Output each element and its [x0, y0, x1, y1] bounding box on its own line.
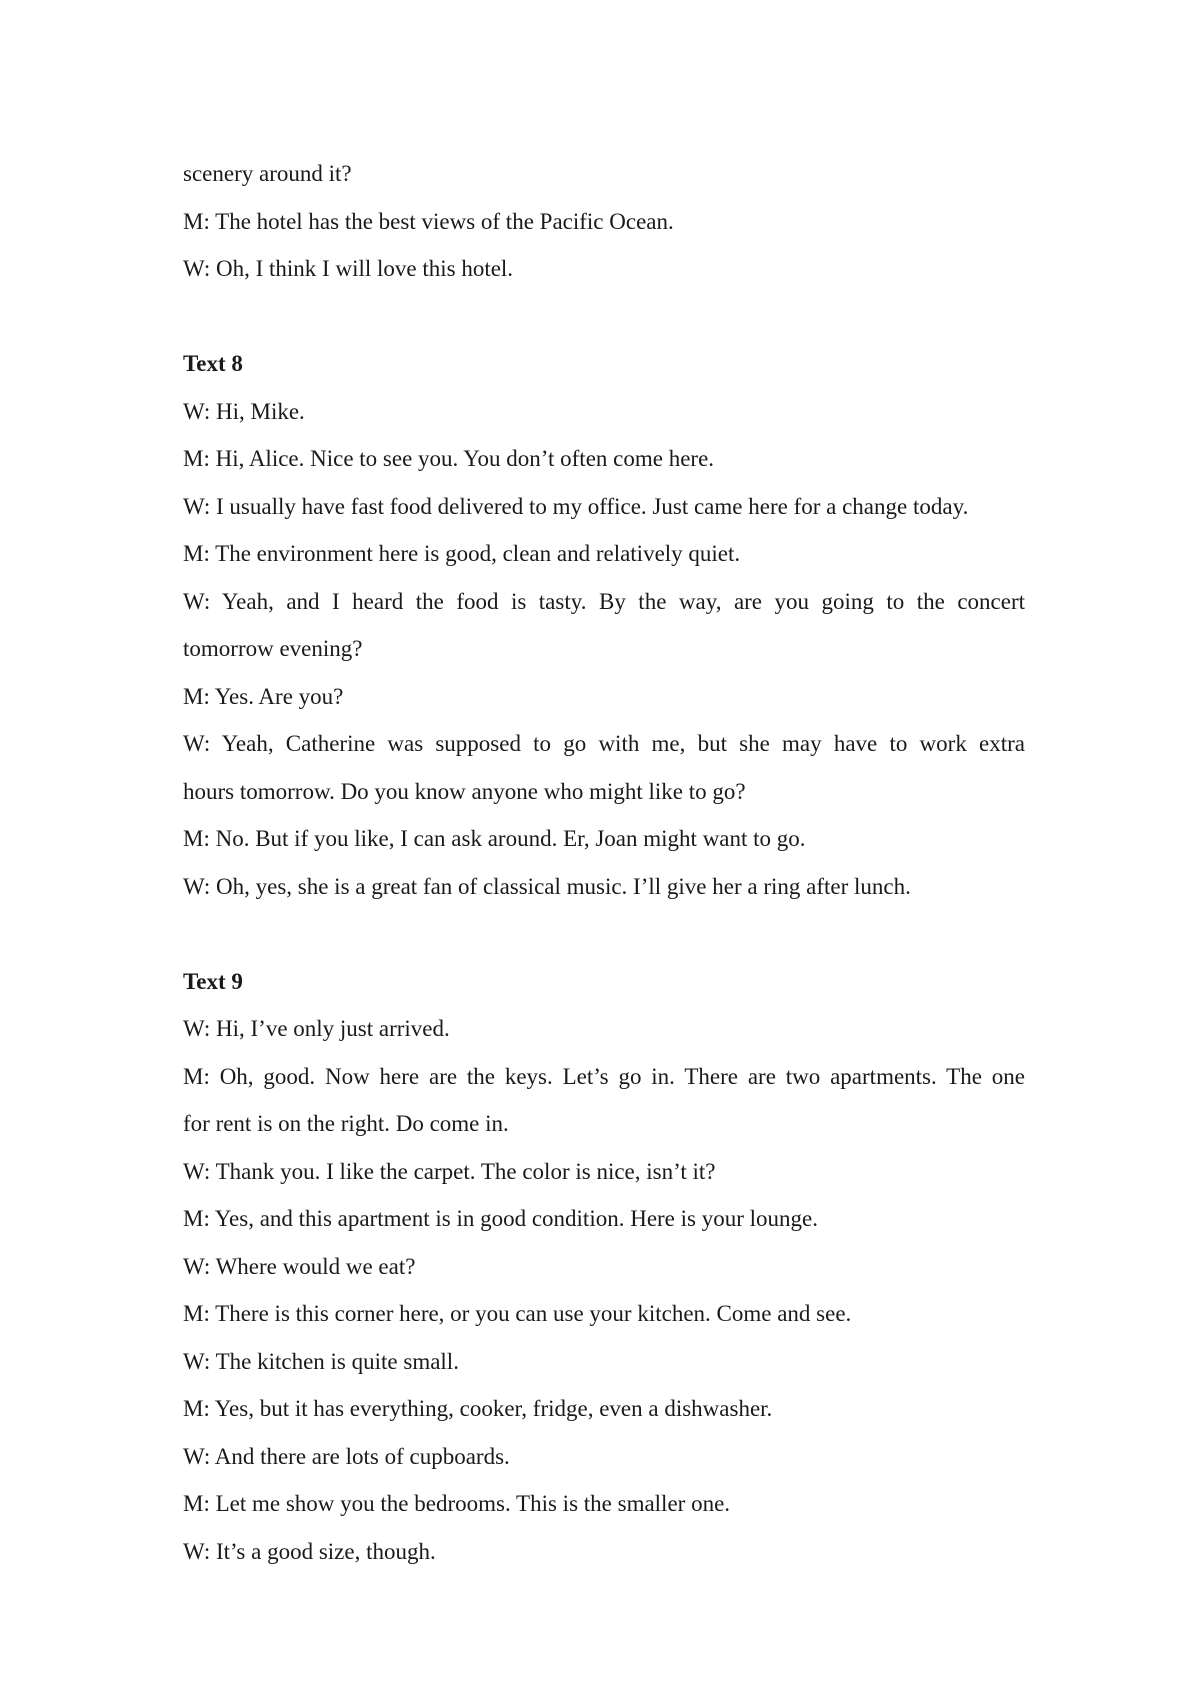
- dialogue-line: M: Yes, but it has everything, cooker, fridge, even a dishwasher.: [183, 1396, 773, 1421]
- dialogue-line: W: It’s a good size, though.: [183, 1538, 436, 1564]
- dialogue-line: W: Hi, Mike.: [183, 398, 305, 424]
- dialogue-line: W: Where would we eat?: [183, 1253, 416, 1279]
- dialogue-line: W: Yeah, and I heard the food is tasty. By the way, are you going to the concert: [183, 588, 1025, 614]
- dialogue-line: M: Let me show you the bedrooms. This is the smaller one.: [183, 1491, 731, 1516]
- dialogue-section: [183, 340, 1025, 910]
- section-heading: Text 8: [183, 351, 243, 376]
- continuation-block: [183, 150, 1025, 293]
- dialogue-line: M: No. But if you like, I can ask around. Er, Joan might want to go.: [183, 826, 806, 851]
- dialogue-line: M: There is this corner here, or you can use your kitchen. Come and see.: [183, 1301, 852, 1326]
- dialogue-line: M: Yes. Are you?: [183, 683, 344, 709]
- dialogue-line: W: Oh, yes, she is a great fan of classical music. I’ll give her a ring after lunch.: [183, 873, 911, 899]
- dialogue-line: M: Yes, and this apartment is in good condition. Here is your lounge.: [183, 1206, 818, 1231]
- dialogue-line: W: Yeah, Catherine was supposed to go with me, but she may have to work extra: [183, 731, 1025, 756]
- dialogue-line: for rent is on the right. Do come in.: [183, 1111, 509, 1136]
- section-spacer: [183, 293, 1025, 341]
- dialogue-line: M: The environment here is good, clean and relatively quiet.: [183, 541, 741, 566]
- dialogue-line: W: I usually have fast food delivered to my office. Just came here for a change today.: [183, 493, 969, 519]
- dialogue-line: M: Hi, Alice. Nice to see you. You don’t often come here.: [183, 446, 715, 471]
- dialogue-line: M: The hotel has the best views of the Pacific Ocean.: [183, 208, 674, 234]
- dialogue-line: W: Thank you. I like the carpet. The color is nice, isn’t it?: [183, 1158, 716, 1184]
- dialogue-line: tomorrow evening?: [183, 636, 363, 661]
- dialogue-line: W: And there are lots of cupboards.: [183, 1443, 510, 1469]
- section-spacer: [183, 910, 1025, 958]
- dialogue-section: [183, 958, 1025, 1576]
- dialogue-line: W: The kitchen is quite small.: [183, 1348, 459, 1374]
- dialogue-line: W: Oh, I think I will love this hotel.: [183, 256, 514, 281]
- dialogue-line: scenery around it?: [183, 161, 352, 186]
- dialogue-line: hours tomorrow. Do you know anyone who might like to go?: [183, 778, 746, 804]
- sections-container: [183, 293, 1025, 1576]
- section-heading: Text 9: [183, 968, 243, 994]
- dialogue-line: M: Oh, good. Now here are the keys. Let’s go in. There are two apartments. The one: [183, 1063, 1025, 1089]
- dialogue-line: W: Hi, I’ve only just arrived.: [183, 1016, 450, 1041]
- document-page: [183, 150, 1025, 1575]
